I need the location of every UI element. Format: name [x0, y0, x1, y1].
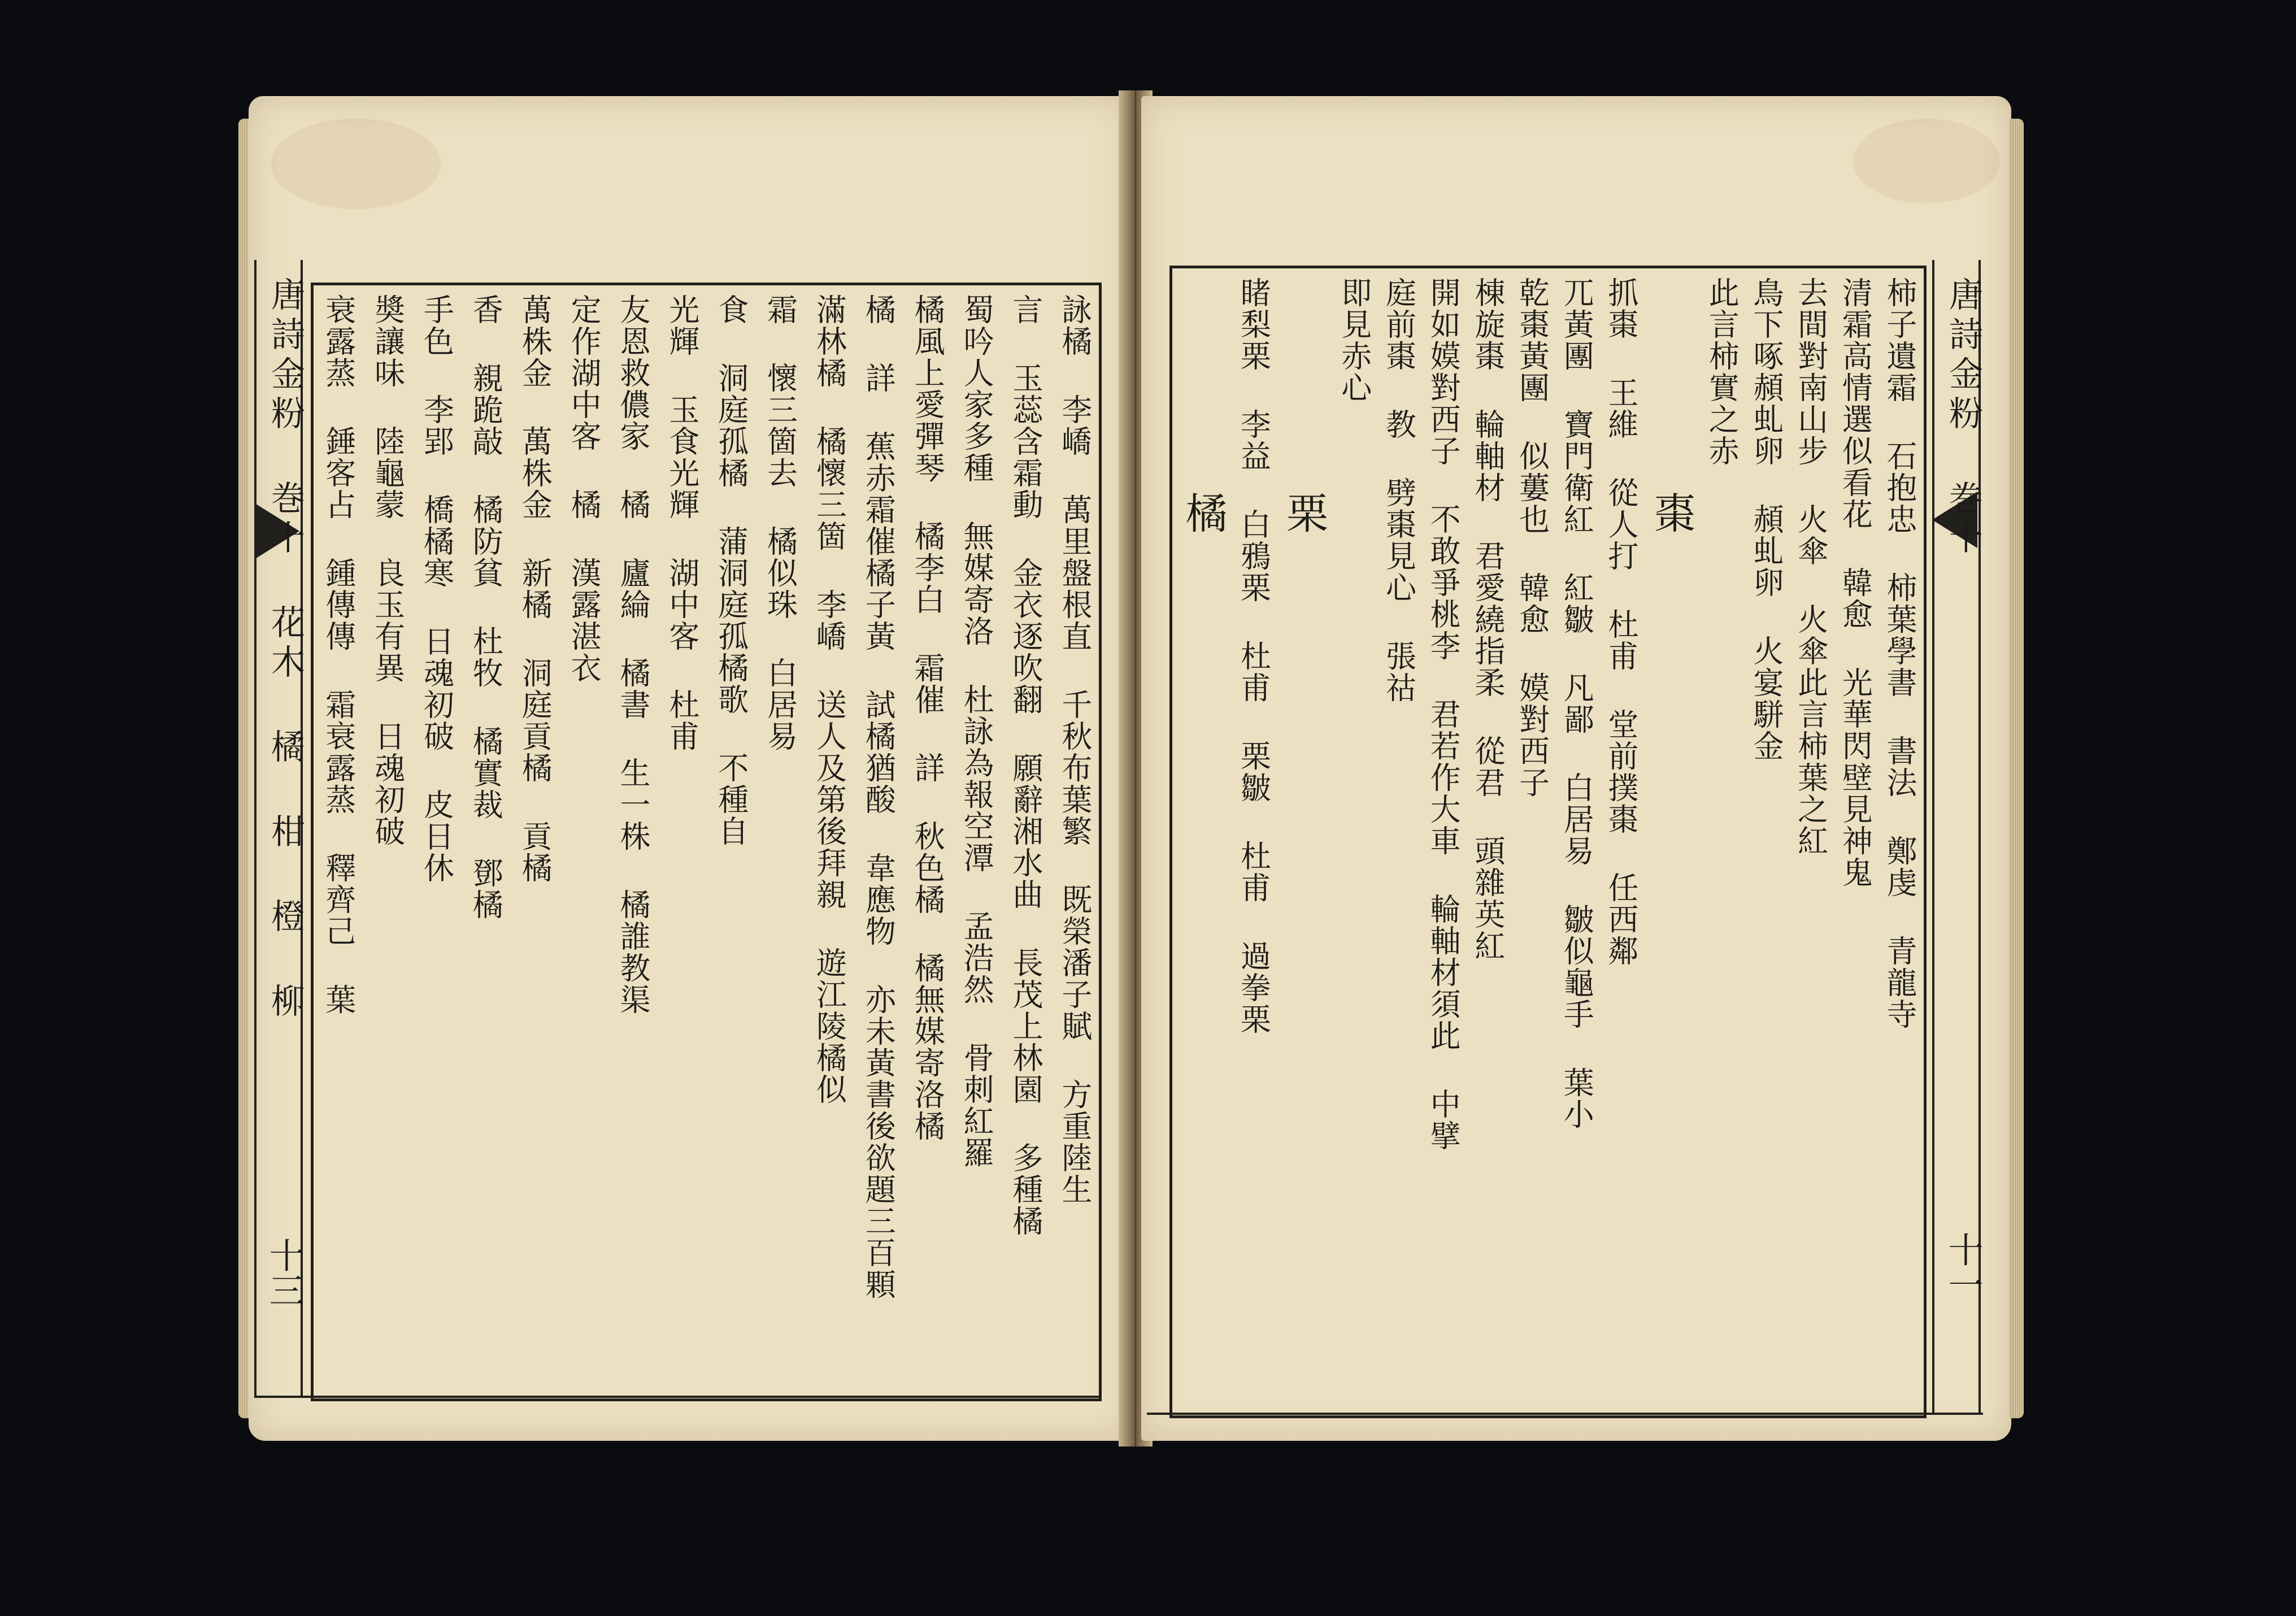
- text-column: 抓棗 王維 從人打 杜甫 堂前撲棗 任西鄰: [1603, 277, 1639, 967]
- text-column: 去間對南山步 火傘 火傘此言柿葉之紅: [1793, 277, 1829, 857]
- text-column: 言 玉蕊含霜動 金衣逐吹翻 願辭湘水曲 長茂上林園 多種橘: [1007, 294, 1043, 1237]
- paper-stain: [271, 119, 441, 209]
- text-column: 光輝 玉食光輝 湖中客 杜甫: [664, 294, 700, 752]
- running-head: 唐詩金粉 巻十 花木 橘 柑 橙 柳: [266, 277, 305, 1023]
- text-column: 蜀吟人家多種 無媒寄洛 杜詠為報空潭 孟浩然 骨刺紅羅: [959, 294, 995, 1168]
- bottom-rule-right: [1147, 1413, 1983, 1415]
- text-column: 奬讓味 陸龜蒙 良玉有異 日魂初破: [369, 294, 406, 847]
- text-column: 萬株金 萬株金 新橘 洞庭貢橘 貢橘: [517, 294, 553, 884]
- text-column: 定作湖中客 橘 漢露湛衣: [566, 294, 602, 684]
- text-column: 此言柿實之赤: [1704, 277, 1740, 467]
- text-column: 兀黃團 寶門衛紅 紅皺 凡鄙 白居易 皺似龜手 葉小: [1559, 277, 1595, 1130]
- text-column: 清霜高情選似看花 韓愈 光華閃壁見神鬼: [1837, 277, 1873, 888]
- text-column: 香 親跪敲 橘防貧 杜牧 橘實裁 鄧橘: [468, 294, 504, 920]
- text-columns-right: [1181, 277, 1915, 1401]
- bottom-rule-left: [254, 1396, 1102, 1398]
- text-column: 手色 李郢 橋橘寒 日魂初破 皮日休: [419, 294, 455, 884]
- page-edge-right: [2009, 119, 2024, 1418]
- text-column: 庭前棗 教 劈棗見心 張祜: [1381, 277, 1417, 703]
- leaf-number-left: 十三: [263, 1237, 305, 1307]
- category-heading-orange: 橘: [1179, 492, 1228, 535]
- text-column: 柿子遺霜 石抱忠 柿葉學書 書法 鄭虔 青龍寺: [1882, 277, 1917, 1030]
- text-column: 橘 詳 蕉赤霜催橘子黃 試橘猶酸 韋應物 亦未黃書後欲題三百顆: [860, 294, 897, 1300]
- text-column: 即見赤心: [1336, 277, 1372, 403]
- text-column: 睹梨栗 李益 白鴉栗 杜甫 栗皺 杜甫 過拳栗: [1236, 277, 1272, 1035]
- page-title: 唐詩金粉 巻十: [1943, 277, 1983, 559]
- text-column: 橘風上愛彈琴 橘李白 霜催 詳 秋色橘 橘無媒寄洛橘: [910, 294, 946, 1142]
- text-column: 鳥下啄頳虬卵 頳虬卵 火宴駢金: [1748, 277, 1784, 762]
- text-column: 乾棗黃團 似蔞也 韓愈 嫫對西子: [1514, 277, 1550, 798]
- category-heading-chestnut: 栗: [1280, 492, 1329, 535]
- text-column: 食 洞庭孤橘 蒲洞庭孤橘歌 不種自: [713, 294, 749, 847]
- open-book: [249, 85, 2017, 1452]
- category-heading-jujube: 棗: [1647, 492, 1696, 535]
- left-page: [249, 96, 1130, 1441]
- text-column: 衰露蒸 錘客占 鍾傳傳 霜衰露蒸 釋齊己 葉: [320, 294, 356, 1015]
- text-column: 開如嫫對西子 不敢爭桃李 君若作大車 輪軸材須此 中擘: [1425, 277, 1462, 1152]
- leaf-number-right: 十一: [1942, 1232, 1984, 1302]
- text-column: 友恩救儂家 橘 廬綸 橘書 生一株 橘誰教渠: [615, 294, 651, 1015]
- text-column: 霜 懷三箇去 橘似珠 白居易: [762, 294, 798, 752]
- text-column: 棟旋棗 輪軸材 君愛繞指柔 從君 頭雜英紅: [1469, 277, 1506, 962]
- text-columns-left: [320, 294, 1093, 1384]
- text-column: 詠橘 李嶠 萬里盤根直 千秋布葉繁 既榮潘子賦 方重陸生: [1056, 294, 1093, 1205]
- paper-stain: [1853, 119, 2000, 203]
- right-page: [1141, 96, 2011, 1441]
- text-column: 滿林橘 橘懷三箇 李嶠 送人及第後拜親 遊江陵橘似: [811, 294, 847, 1105]
